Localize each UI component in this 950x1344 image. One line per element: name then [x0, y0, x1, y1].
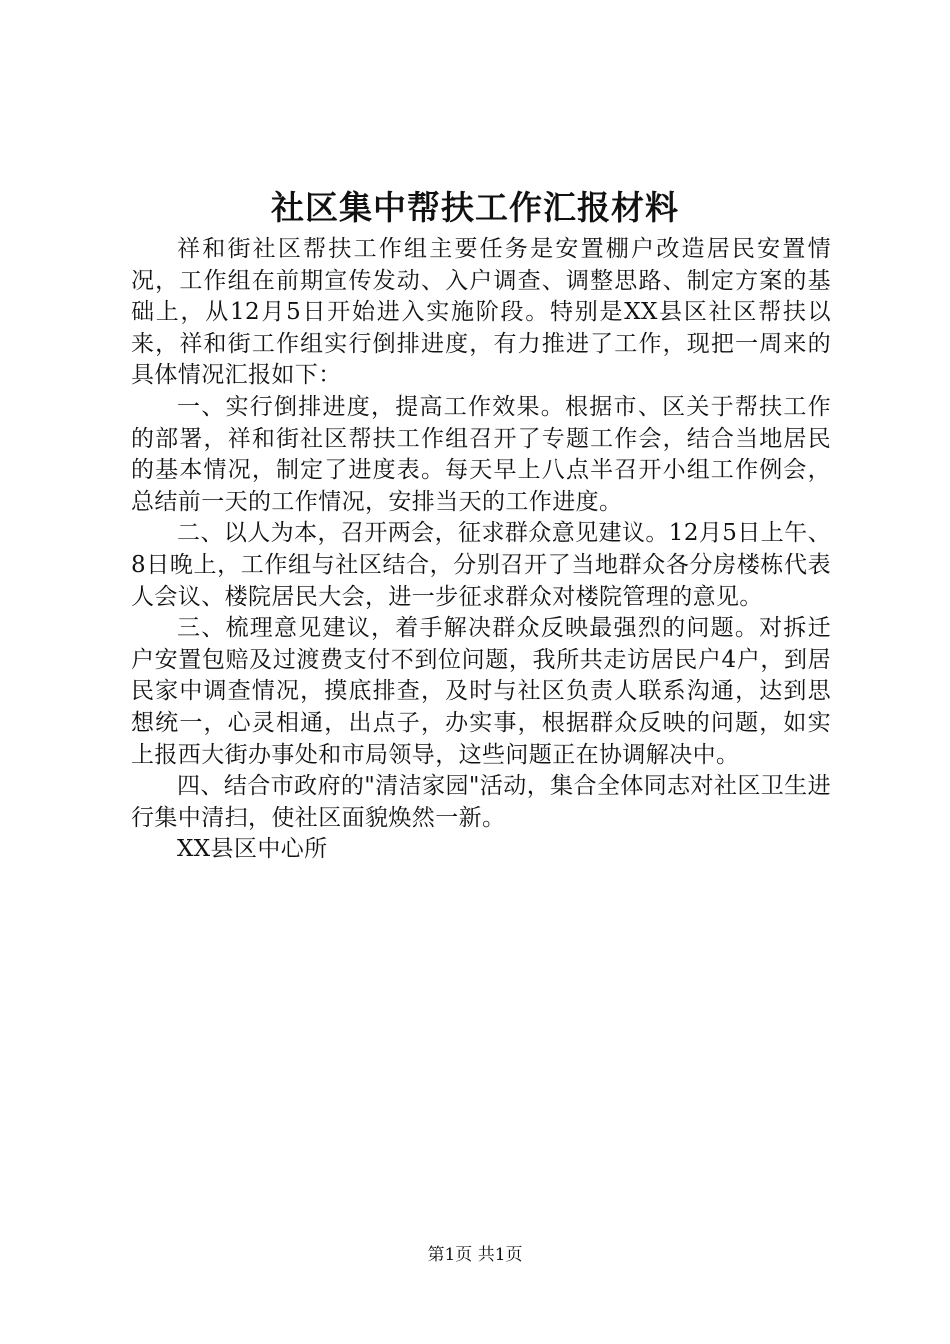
- document-title: 社区集中帮扶工作汇报材料: [271, 188, 679, 227]
- section-one-paragraph: 一、实行倒排进度，提高工作效果。根据市、区关于帮扶工作的部署，祥和街社区帮扶工作组召开了专题工作会，结合当地居民的基本情况，制定了进度表。每天早上八点半召开小组工作例会，总结前一天的工作情况，安排当天的工作进度。: [131, 393, 831, 515]
- section-three-paragraph: 三、梳理意见建议，着手解决群众反映最强烈的问题。对拆迁户安置包赔及过渡费支付不到位问题，我所共走访居民户4户，到居民家中调查情况，摸底排查，及时与社区负责人联系沟通，达到思想统一，心灵相通，出点子，办实事，根据群众反映的问题，如实上报西大街办事处和市局领导，这些问题正在协调解决中。: [131, 615, 831, 768]
- section-four-paragraph: 四、结合市政府的"清洁家园"活动，集合全体同志对社区卫生进行集中清扫，使社区面貌焕然一新。: [131, 773, 831, 831]
- document-body: [131, 234, 831, 866]
- section-two-paragraph: 二、以人为本，召开两会，征求群众意见建议。12月5日上午、8日晚上，工作组与社区结合，分别召开了当地群众各分房楼栋代表人会议、楼院居民大会，进一步征求群众对楼院管理的意见。: [131, 520, 831, 610]
- page-number-footer: 第1页 共1页: [427, 1245, 523, 1265]
- intro-paragraph: 祥和街社区帮扶工作组主要任务是安置棚户改造居民安置情况，工作组在前期宣传发动、入户调查、调整思路、制定方案的基础上，从12月5日开始进入实施阶段。特别是XX县区社区帮扶以来，祥和街工作组实行倒排进度，有力推进了工作，现把一周来的具体情况汇报如下：: [131, 236, 831, 389]
- signature-line: XX县区中心所: [177, 836, 328, 863]
